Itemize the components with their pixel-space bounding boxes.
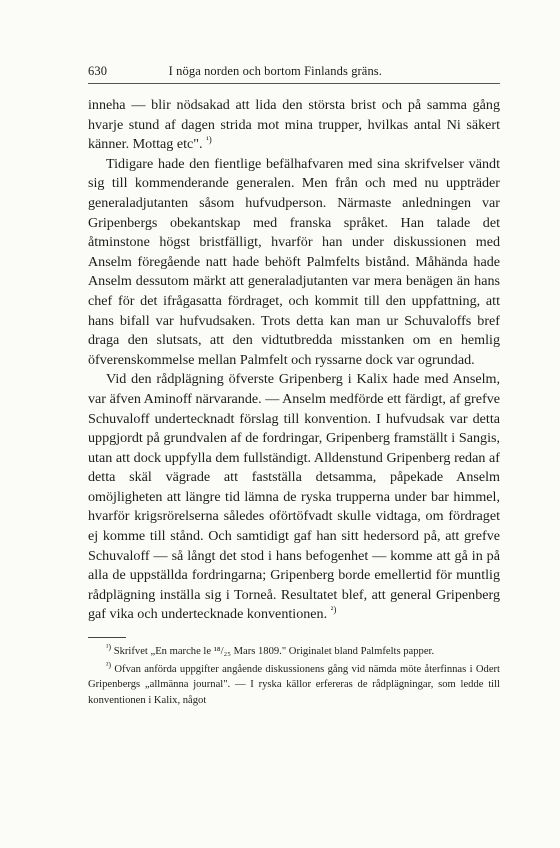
page-number: 630 [88,64,108,78]
footnote-mark: ¹) [106,642,112,652]
footnote [88,644,500,659]
paragraph [88,370,500,625]
footnotes [88,644,500,708]
paragraph-text: inneha — blir nödsakad att lida den största brist och på samma gång hvarje stund af dagen strida mot mina trupper, hvilkas antal Ni säkert känner. Mottag etc". [88,97,500,153]
running-title: I nöga norden och bortom Finlands gräns. [168,64,382,78]
footnote [88,662,500,708]
body-text [88,96,500,625]
footnote-divider [88,637,126,638]
paragraph [88,96,500,155]
book-page [88,64,500,711]
paragraph [88,155,500,371]
footnote-text: Skrifvet „En marche le ¹⁸/₂₅ Mars 1809." Originalet bland Palmfelts papper. [113,646,435,658]
running-header [88,64,500,84]
footnote-reference: ¹) [206,134,212,145]
paragraph-text: Vid den rådplägning öfverste Gripenberg i Kalix hade med Anselm, var äfven Aminoff närvarande. — Anselm medförde ett färdigt, af grefve Schuvaloff undertecknadt förslag till konvention. I hufvudsak var detta uppgjordt på grundvalen af de fordringar, Gripenberg framställt i Sangis, utan att dock uppfylla dem fullständigt. Alldenstund Gripenberg redan af detta skäl vägrade att fastställa detsamma, påpekade Anselm omöjligheten att längre tid lämna de ryska trupperna under bar himmel, hvarför krigsrörelserna således oförtöfvadt skulle vidtaga, om fördraget ej komme till stånd. Och samtidigt gaf han sitt hedersord på, att grefve Schuvaloff — så långt det stod i hans befogenhet — komme att gå in på alla de uppställda fordringarna; Gripenberg borde emellertid för muntlig rådplägning inställa sig i Torneå. Resultatet blef, att general Gripenberg gaf vika och undertecknade konventionen. [88,371,500,623]
footnote-text: Ofvan anförda uppgifter angående diskussionens gång vid nämda möte återfinnas i Odert Gripenbergs „allmänna journal". — I ryska källor erfereras de rådplägningar, som ledde till konventionen i Kalix, något [88,664,500,706]
paragraph-text: Tidigare hade den fientlige befälhafvaren med sina skrifvelser vändt sig till kommenderande generalen. Men från och med nu uppträder generaladjutanten såsom hufvudperson. Närmaste anledningen var Gripenbergs obekantskap med franska språket. Han talade det åtminstone högst bristfälligt, hvarför han under diskussionen med Anselm föregående natt hade behöft Palmfelts bistånd. Måhända hade Anselm dessutom märkt att generaladjutanten var mera benägen än hans chef för det ifrågasatta fördraget, och kommit till den uppfattning, att hans bifall var hufvudsaken. Trots detta kan man ur Schuvaloffs bref draga den slutsats, att den vidtutbredda misstanken om en hemlig öfverenskommelse mellan Palmfelt och ryssarne dock var ogrundad. [88,155,500,368]
footnote-reference: ²) [330,604,337,615]
footnote-mark: ²) [106,660,112,670]
